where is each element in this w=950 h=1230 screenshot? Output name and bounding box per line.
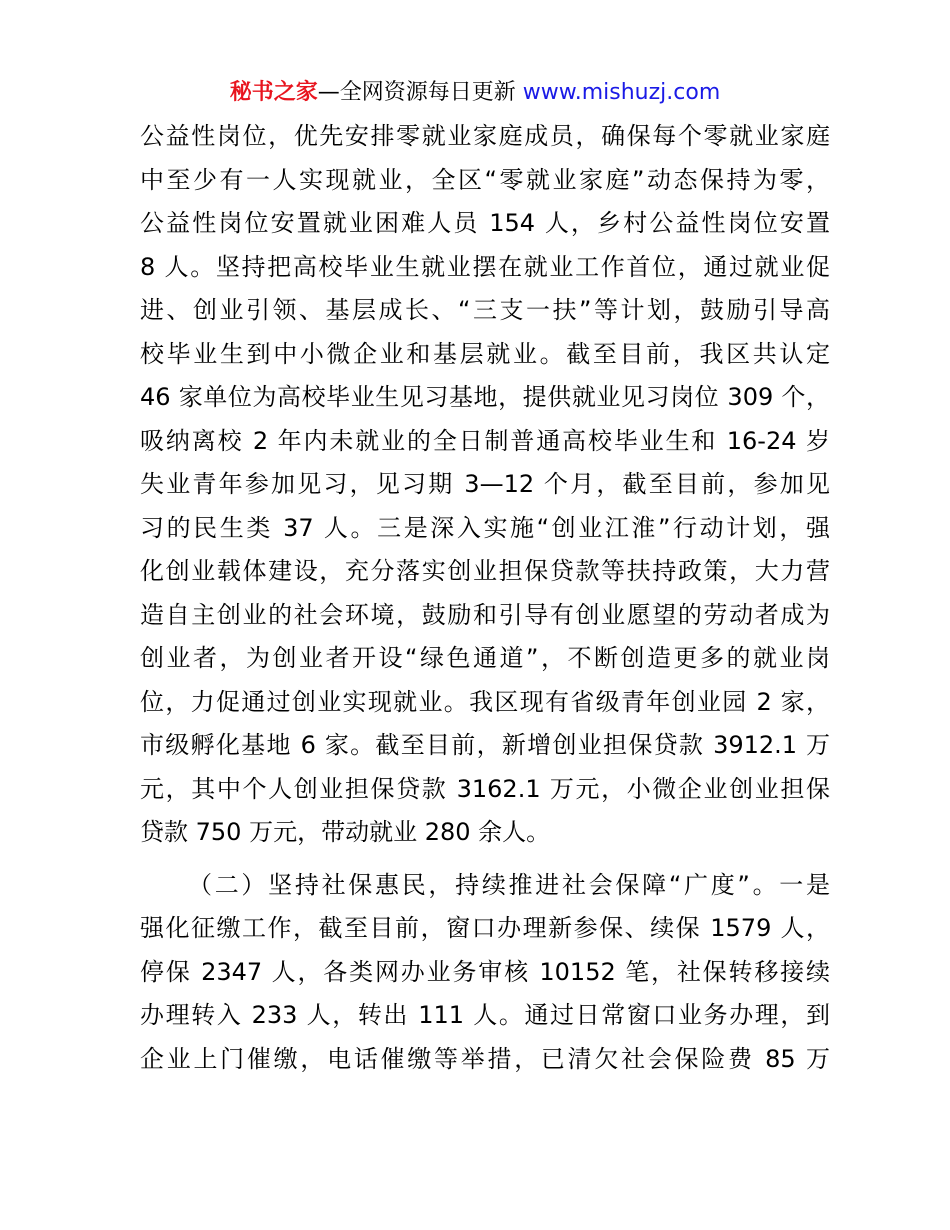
text-line: 强化征缴工作，截至目前，窗口办理新参保、续保 1579 人， xyxy=(140,914,830,942)
page-header xyxy=(0,78,950,108)
text-line: 公益性岗位，优先安排零就业家庭成员，确保每个零就业家庭 xyxy=(140,122,830,150)
paragraph-spacer xyxy=(140,855,830,864)
text-line: 46 家单位为高校毕业生见习基地，提供就业见习岗位 309 个， xyxy=(140,383,830,411)
text-line: 校毕业生到中小微企业和基层就业。截至目前，我区共认定 xyxy=(140,339,830,368)
header-tagline: —全网资源每日更新 xyxy=(317,80,516,105)
text-line: 企业上门催缴，电话催缴等举措，已清欠社会保险费 85 万 xyxy=(140,1044,830,1073)
text-line-last: 贷款 750 万元，带动就业 280 余人。 xyxy=(140,818,551,846)
text-line: 化创业载体建设，充分落实创业担保贷款等扶持政策，大力营 xyxy=(140,557,830,585)
site-url-link[interactable]: www.mishuzj.com xyxy=(522,80,721,105)
text-line: 创业者，为创业者开设“绿色通道”，不断创造更多的就业岗 xyxy=(140,644,830,672)
paragraph-1 xyxy=(140,115,830,855)
site-name: 秘书之家 xyxy=(229,80,318,105)
document-body xyxy=(140,115,830,1081)
text-line: 办理转入 233 人，转出 111 人。通过日常窗口业务办理，到 xyxy=(140,1001,830,1029)
text-line: 中至少有一人实现就业，全区“零就业家庭”动态保持为零， xyxy=(140,165,830,194)
paragraph-2 xyxy=(140,864,830,1082)
text-line: 停保 2347 人，各类网办业务审核 10152 笔，社保转移接续 xyxy=(140,957,830,986)
text-line: 进、创业引领、基层成长、“三支一扶”等计划，鼓励引导高 xyxy=(140,296,830,324)
text-line: 造自主创业的社会环境，鼓励和引导有创业愿望的劳动者成为 xyxy=(140,600,830,629)
text-line: 位，力促通过创业实现就业。我区现有省级青年创业园 2 家， xyxy=(140,687,830,716)
text-line: 8 人。坚持把高校毕业生就业摆在就业工作首位，通过就业促 xyxy=(140,252,830,281)
text-line: 公益性岗位安置就业困难人员 154 人，乡村公益性岗位安置 xyxy=(140,209,830,237)
text-line: 吸纳离校 2 年内未就业的全日制普通高校毕业生和 16-24 岁 xyxy=(140,426,830,455)
text-line: 习的民生类 37 人。三是深入实施“创业江淮”行动计划，强 xyxy=(140,513,830,542)
text-line: 市级孵化基地 6 家。截至目前，新增创业担保贷款 3912.1 万 xyxy=(140,731,830,759)
text-line: 元，其中个人创业担保贷款 3162.1 万元，小微企业创业担保 xyxy=(140,774,830,803)
text-line-indented: （二）坚持社保惠民，持续推进社会保障“广度”。一是 xyxy=(188,870,830,899)
text-line: 失业青年参加见习，见习期 3—12 个月，截至目前，参加见 xyxy=(140,470,830,498)
